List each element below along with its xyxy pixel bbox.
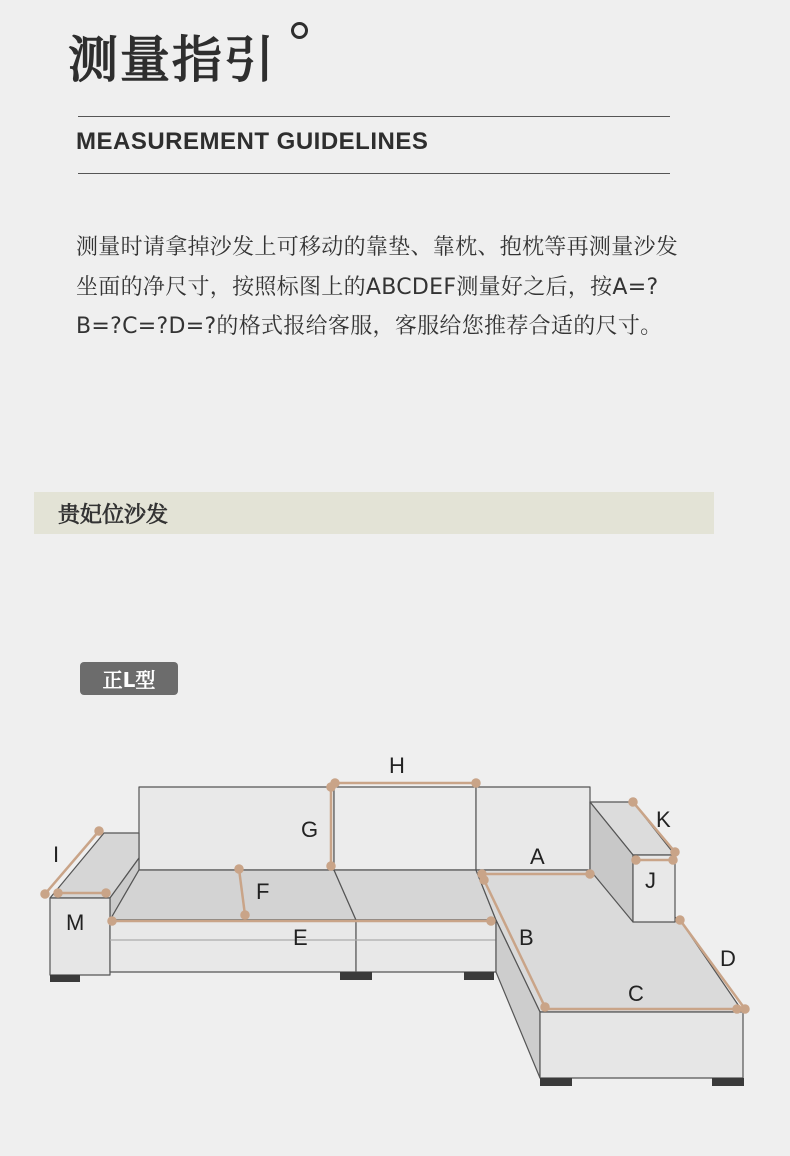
back-cushion-middle <box>334 787 476 870</box>
foot <box>464 972 494 980</box>
sofa-type-badge: 正L型 <box>80 662 178 695</box>
seat-front-middle <box>356 920 496 972</box>
label-h: H <box>389 753 405 778</box>
section-title: 贵妃位沙发 <box>58 503 169 528</box>
title-divider-bottom <box>78 173 670 174</box>
label-f: F <box>256 879 270 904</box>
page-title: 测量指引 <box>68 31 276 89</box>
label-g: G <box>301 817 319 842</box>
foot <box>50 975 80 982</box>
degree-icon <box>291 22 308 39</box>
foot <box>340 972 372 980</box>
label-d: D <box>720 946 736 971</box>
label-i: I <box>53 842 60 867</box>
label-c: C <box>628 981 644 1006</box>
chaise-front <box>540 1012 743 1078</box>
label-a: A <box>530 844 545 869</box>
foot <box>712 1078 744 1086</box>
section-band <box>34 492 714 534</box>
seat-cushion-middle <box>334 870 496 920</box>
label-m: M <box>66 910 85 935</box>
label-b: B <box>519 925 534 950</box>
title-divider-top <box>78 116 670 117</box>
page-subtitle: MEASUREMENT GUIDELINES <box>76 128 429 155</box>
instructions-text: 测量时请拿掉沙发上可移动的靠垫、靠枕、抱枕等再测量沙发坐面的净尺寸，按照标图上的ABCDEF测量好之后，按A=?B=?C=?D=?的格式报给客服，客服给您推荐合适的尺寸。 <box>76 235 679 339</box>
seat-front-left <box>110 920 356 972</box>
foot <box>540 1078 572 1086</box>
label-j: J <box>645 868 656 893</box>
sofa-diagram <box>0 740 790 1100</box>
label-k: K <box>656 807 671 832</box>
label-e: E <box>293 925 308 950</box>
seat-cushion-left <box>110 870 356 920</box>
